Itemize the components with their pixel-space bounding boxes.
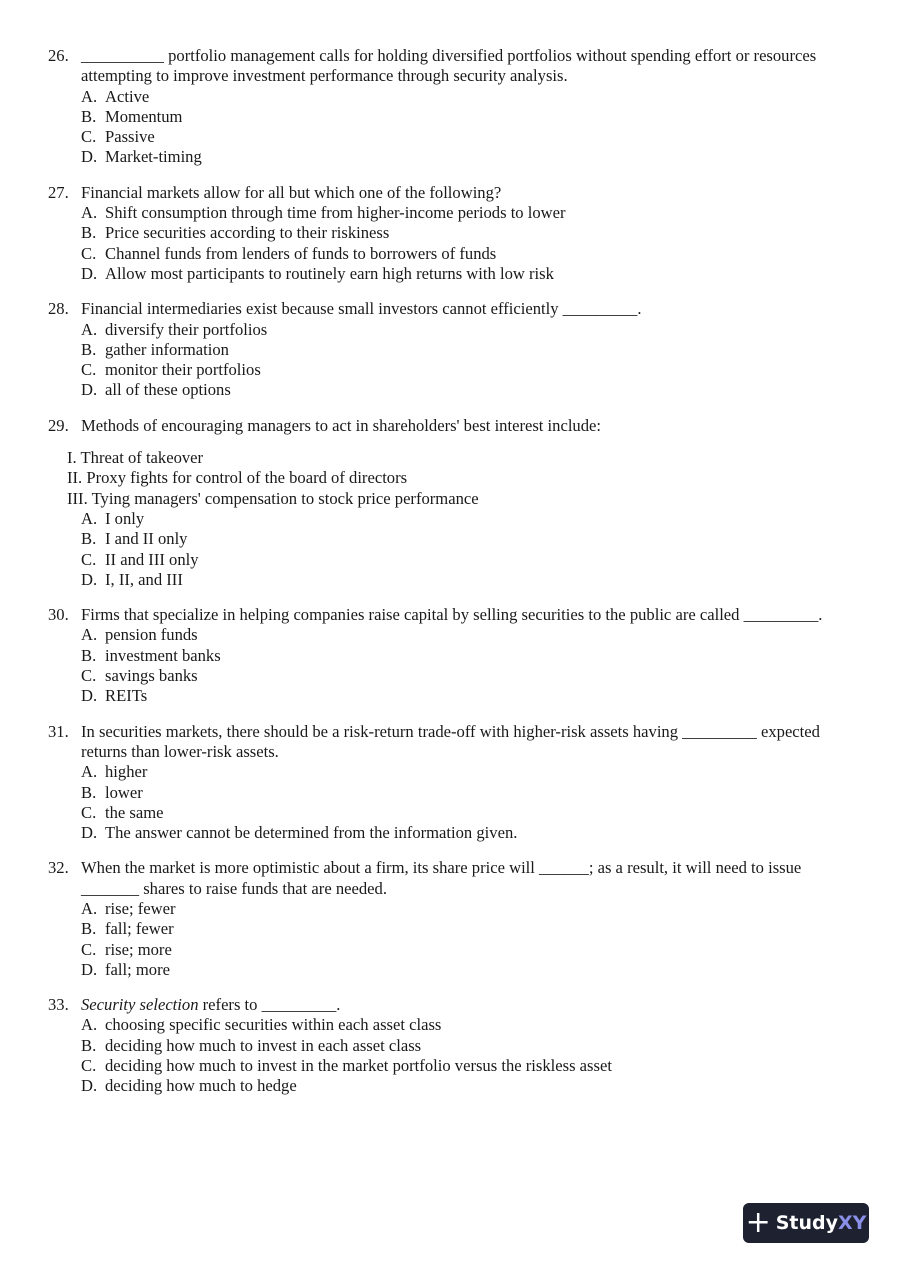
option-text: deciding how much to hedge (105, 1076, 297, 1096)
question-32 (0, 858, 900, 980)
option-c (81, 940, 836, 960)
option-letter: B. (81, 782, 97, 802)
option-text: I only (105, 508, 145, 528)
option-d (81, 380, 836, 400)
option-a (81, 1015, 836, 1035)
option-a (81, 203, 836, 223)
question-stem-rest: refers to _________. (198, 995, 341, 1015)
option-letter: A. (81, 86, 98, 106)
option-letter: C. (81, 802, 97, 822)
option-text: REITs (105, 686, 148, 706)
option-letter: C. (81, 549, 97, 569)
option-text: rise; more (105, 939, 172, 959)
option-text: fall; fewer (105, 919, 174, 939)
option-letter: A. (81, 508, 98, 528)
option-d (81, 570, 836, 590)
option-letter: B. (81, 1035, 97, 1055)
statement-item: I. Threat of takeover (67, 448, 204, 468)
option-letter: B. (81, 223, 97, 243)
option-text: Active (105, 86, 150, 106)
option-letter: D. (81, 569, 98, 589)
option-text: Passive (105, 127, 155, 147)
question-stem: __________ portfolio management calls for holding diversified portfolios without spending effort or resources attempting to improve investment performance through security analysis. (81, 46, 817, 86)
question-stem: Financial intermediaries exist because small investors cannot efficiently _________. (81, 299, 642, 319)
option-text: Shift consumption through time from higher-income periods to lower (105, 203, 566, 223)
statement-list (67, 448, 836, 509)
option-letter: A. (81, 762, 98, 782)
option-a (81, 899, 836, 919)
option-letter: C. (81, 1056, 97, 1076)
option-c (81, 244, 836, 264)
question-stem: In securities markets, there should be a risk-return trade-off with higher-risk assets having _________ expected returns than lower-risk assets. (81, 721, 820, 761)
option-b (81, 783, 836, 803)
question-number: 29. (48, 415, 69, 435)
option-d (81, 960, 836, 980)
option-b (81, 529, 836, 549)
option-c (81, 360, 836, 380)
question-stem: Financial markets allow for all but which one of the following? (81, 182, 502, 202)
option-text: Allow most participants to routinely earn high returns with low risk (105, 263, 554, 283)
option-letter: D. (81, 823, 98, 843)
question-29 (0, 416, 900, 590)
option-text: pension funds (105, 625, 198, 645)
option-letter: D. (81, 1076, 98, 1096)
option-letter: A. (81, 319, 98, 339)
option-a (81, 762, 836, 782)
option-letter: C. (81, 127, 97, 147)
option-letter: C. (81, 939, 97, 959)
statement-item: III. Tying managers' compensation to stock price performance (67, 488, 479, 508)
option-d (81, 1076, 836, 1096)
option-text: choosing specific securities within each asset class (105, 1015, 442, 1035)
question-stem (81, 995, 836, 1015)
option-text: investment banks (105, 645, 221, 665)
option-text: deciding how much to invest in each asset class (105, 1035, 422, 1055)
option-text: rise; fewer (105, 898, 176, 918)
option-text: savings banks (105, 666, 198, 686)
option-letter: C. (81, 243, 97, 263)
option-text: I and II only (105, 529, 188, 549)
option-a (81, 625, 836, 645)
option-text: I, II, and III (105, 569, 183, 589)
option-letter: C. (81, 360, 97, 380)
option-d (81, 147, 836, 167)
option-text: Channel funds from lenders of funds to borrowers of funds (105, 243, 497, 263)
option-text: gather information (105, 339, 229, 359)
option-letter: A. (81, 898, 98, 918)
option-text: II and III only (105, 549, 199, 569)
question-27 (0, 183, 900, 284)
option-b (81, 919, 836, 939)
option-text: Market-timing (105, 147, 202, 167)
option-a (81, 509, 836, 529)
question-30 (0, 605, 900, 706)
option-b (81, 223, 836, 243)
question-26 (0, 46, 900, 168)
question-stem: Firms that specialize in helping companies raise capital by selling securities to the public are called _________. (81, 605, 823, 625)
option-letter: A. (81, 625, 98, 645)
option-d (81, 686, 836, 706)
option-text: Price securities according to their riskiness (105, 223, 390, 243)
option-letter: B. (81, 339, 97, 359)
option-text: all of these options (105, 380, 231, 400)
option-text: The answer cannot be determined from the information given. (105, 823, 518, 843)
option-text: Momentum (105, 106, 183, 126)
option-c (81, 803, 836, 823)
option-a (81, 87, 836, 107)
option-letter: C. (81, 666, 97, 686)
question-stem-italic: Security selection (81, 995, 199, 1015)
option-c (81, 1056, 836, 1076)
option-text: monitor their portfolios (105, 360, 261, 380)
question-28 (0, 299, 900, 400)
option-letter: D. (81, 380, 98, 400)
option-text: deciding how much to invest in the market portfolio versus the riskless asset (105, 1056, 612, 1076)
option-text: lower (105, 782, 143, 802)
question-number: 27. (48, 182, 69, 202)
logo-text-accent: XY (838, 1211, 867, 1234)
option-b (81, 340, 836, 360)
option-text: the same (105, 802, 164, 822)
question-number: 28. (48, 299, 69, 319)
option-b (81, 1036, 836, 1056)
option-letter: D. (81, 263, 98, 283)
question-number: 32. (48, 858, 69, 878)
option-d (81, 823, 836, 843)
option-d (81, 264, 836, 284)
option-letter: D. (81, 147, 98, 167)
question-list (0, 46, 900, 1112)
plus-icon: + (745, 1205, 771, 1240)
option-letter: B. (81, 529, 97, 549)
option-b (81, 646, 836, 666)
question-stem: Methods of encouraging managers to act in shareholders' best interest include: (81, 415, 602, 435)
option-letter: A. (81, 1015, 98, 1035)
question-33 (0, 995, 900, 1096)
option-c (81, 127, 836, 147)
option-text: diversify their portfolios (105, 319, 268, 339)
question-number: 26. (48, 46, 69, 65)
question-number: 30. (48, 605, 69, 625)
question-number: 33. (48, 995, 69, 1015)
option-letter: B. (81, 919, 97, 939)
option-text: fall; more (105, 959, 170, 979)
option-a (81, 320, 836, 340)
statement-item: II. Proxy fights for control of the board of directors (67, 468, 408, 488)
question-31 (0, 722, 900, 844)
option-c (81, 666, 836, 686)
option-letter: B. (81, 645, 97, 665)
question-stem: When the market is more optimistic about a firm, its share price will ______; as a result, it will need to issue _______ shares to raise funds that are needed. (81, 858, 802, 898)
option-letter: B. (81, 106, 97, 126)
option-letter: D. (81, 959, 98, 979)
option-c (81, 550, 836, 570)
option-letter: A. (81, 203, 98, 223)
option-letter: D. (81, 686, 98, 706)
question-number: 31. (48, 721, 69, 741)
studyxy-logo[interactable] (743, 1203, 869, 1243)
option-text: higher (105, 762, 148, 782)
logo-text-main: Study (775, 1211, 838, 1234)
option-b (81, 107, 836, 127)
